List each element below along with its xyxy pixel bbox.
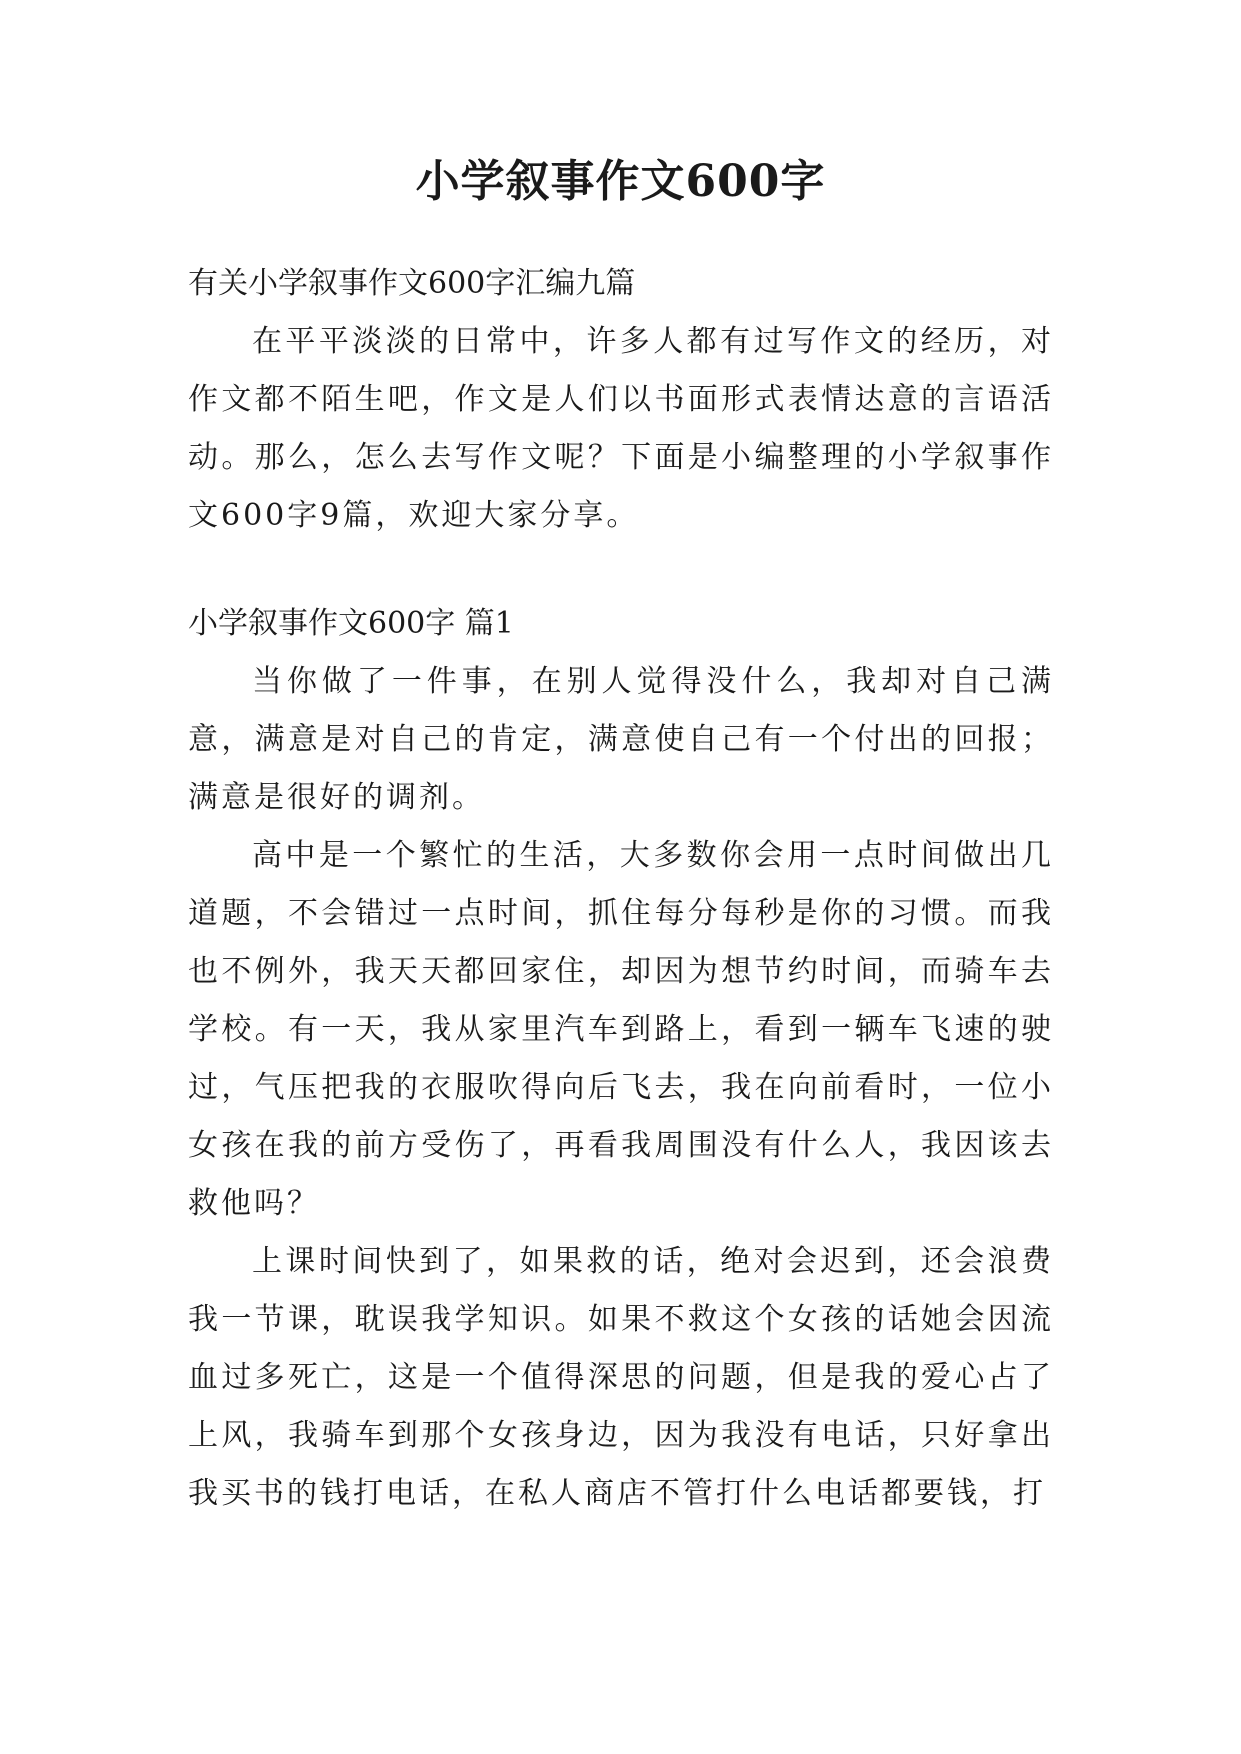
document-body: [188, 255, 1054, 1523]
section-paragraph: 上课时间快到了，如果救的话，绝对会迟到，还会浪费我一节课，耽误我学知识。如果不救这个女孩的话她会因流血过多死亡，这是一个值得深思的问题，但是我的爱心占了上风，我骑车到那个女孩身边，因为我没有电话，只好拿出我买书的钱打电话，在私人商店不管打什么电话都要钱，打: [188, 1244, 1054, 1511]
section-heading: 小学叙事作文600字 篇1: [188, 606, 514, 641]
document-title: 小学叙事作文600字: [415, 156, 826, 207]
section-paragraph: 高中是一个繁忙的生活，大多数你会用一点时间做出几道题，不会错过一点时间，抓住每分每秒是你的习惯。而我也不例外，我天天都回家住，却因为想节约时间，而骑车去学校。有一天，我从家里汽车到路上，看到一辆车飞速的驶过，气压把我的衣服吹得向后飞去，我在向前看时，一位小女孩在我的前方受伤了，再看我周围没有什么人，我因该去救他吗？: [188, 838, 1054, 1221]
section-1: [188, 595, 1054, 1523]
intro-paragraph: 在平平淡淡的日常中，许多人都有过写作文的经历，对作文都不陌生吧，作文是人们以书面形式表情达意的言语活动。那么，怎么去写作文呢？下面是小编整理的小学叙事作文600字9篇，欢迎大家分享。: [188, 324, 1054, 533]
document-subtitle: 有关小学叙事作文600字汇编九篇: [188, 266, 636, 301]
section-paragraph: 当你做了一件事，在别人觉得没什么，我却对自己满意，满意是对自己的肯定，满意使自己有一个付出的回报；满意是很好的调剂。: [188, 664, 1054, 815]
